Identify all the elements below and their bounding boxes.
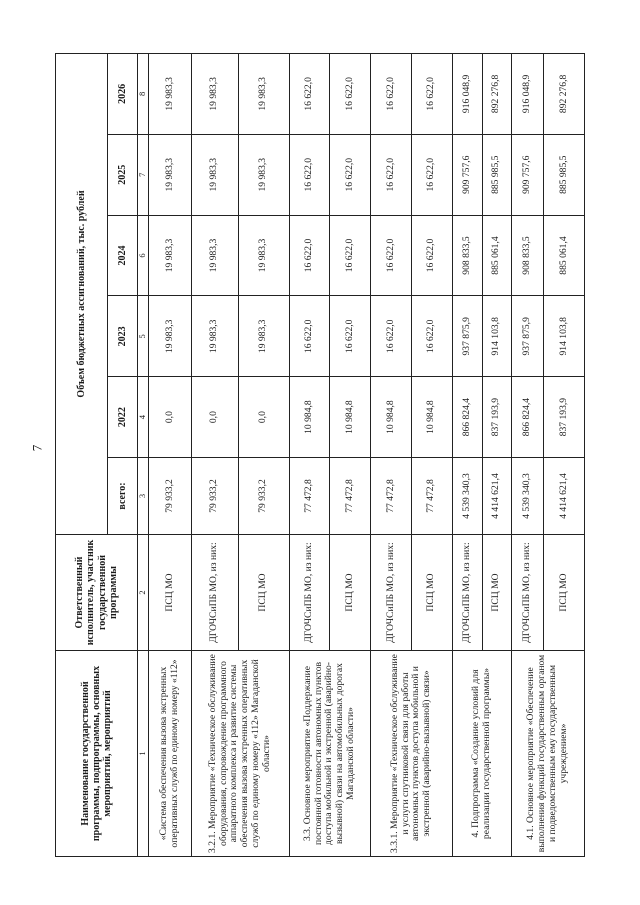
row-executor: ПСЦ МО — [483, 535, 512, 651]
row-value: 937 875,9 — [511, 296, 544, 377]
row-value: 892 276,8 — [544, 53, 585, 134]
row-executor: ПСЦ МО — [238, 535, 289, 651]
row-executor: ПСЦ МО — [544, 535, 585, 651]
row-value: 866 824,4 — [452, 377, 483, 458]
row-value: 16 622,0 — [330, 215, 371, 296]
row-value: 909 757,6 — [511, 134, 544, 215]
row-value: 19 983,3 — [149, 296, 192, 377]
row-name: 4.1. Основное мероприятие «Обеспечение выполнения функций государственным органом и подведомственным ему государственным учреждением» — [511, 651, 584, 857]
row-executor: ДГОЧСиПБ МО, из них: — [191, 535, 238, 651]
header-year: 2025 — [108, 134, 138, 215]
row-total: 77 472,8 — [330, 458, 371, 535]
page-number: 7 — [29, 444, 45, 452]
row-value: 10 984,8 — [289, 377, 330, 458]
row-total: 77 472,8 — [411, 458, 452, 535]
budget-table-rotated — [55, 54, 585, 857]
row-executor: ДГОЧСиПБ МО, из них: — [452, 535, 483, 651]
row-value: 866 824,4 — [511, 377, 544, 458]
header-year: 2024 — [108, 215, 138, 296]
row-value: 16 622,0 — [371, 296, 412, 377]
index-cell: 2 — [138, 535, 149, 651]
row-value: 19 983,3 — [238, 53, 289, 134]
row-executor: ДГОЧСиПБ МО, из них: — [371, 535, 412, 651]
row-value: 16 622,0 — [411, 215, 452, 296]
row-value: 10 984,8 — [330, 377, 371, 458]
header-year: 2026 — [108, 53, 138, 134]
row-value: 19 983,3 — [191, 215, 238, 296]
header-year: 2023 — [108, 296, 138, 377]
row-value: 16 622,0 — [371, 53, 412, 134]
row-total: 4 539 340,3 — [511, 458, 544, 535]
table-row — [371, 53, 412, 856]
row-value: 16 622,0 — [411, 53, 452, 134]
index-cell: 3 — [138, 458, 149, 535]
row-total: 79 933,2 — [238, 458, 289, 535]
index-cell: 5 — [138, 296, 149, 377]
row-value: 837 193,9 — [483, 377, 512, 458]
row-value: 16 622,0 — [411, 296, 452, 377]
row-total: 77 472,8 — [371, 458, 412, 535]
row-value: 19 983,3 — [149, 215, 192, 296]
row-total: 4 414 621,4 — [483, 458, 512, 535]
row-executor: ПСЦ МО — [149, 535, 192, 651]
row-name: «Система обеспечения вызова экстренных оперативных служб по единому номеру «112» — [149, 651, 192, 857]
row-value: 19 983,3 — [191, 296, 238, 377]
index-cell: 6 — [138, 215, 149, 296]
row-total: 4 539 340,3 — [452, 458, 483, 535]
row-value: 16 622,0 — [289, 296, 330, 377]
row-value: 19 983,3 — [149, 134, 192, 215]
header-budget-group: Объем бюджетных ассигнований, тыс. рублей — [56, 53, 108, 534]
row-value: 908 833,5 — [452, 215, 483, 296]
header-year: 2022 — [108, 377, 138, 458]
table-row — [191, 53, 238, 856]
row-value: 16 622,0 — [289, 134, 330, 215]
index-cell: 8 — [138, 53, 149, 134]
row-value: 19 983,3 — [191, 134, 238, 215]
row-value: 19 983,3 — [238, 134, 289, 215]
row-value: 908 833,5 — [511, 215, 544, 296]
row-value: 837 193,9 — [544, 377, 585, 458]
table-row — [511, 53, 544, 856]
row-value: 892 276,8 — [483, 53, 512, 134]
row-value: 10 984,8 — [411, 377, 452, 458]
row-total: 79 933,2 — [191, 458, 238, 535]
table-row — [452, 53, 483, 856]
row-value: 19 983,3 — [149, 53, 192, 134]
row-value: 19 983,3 — [238, 296, 289, 377]
table-row — [149, 53, 192, 856]
row-value: 10 984,8 — [371, 377, 412, 458]
row-executor: ДГОЧСиПБ МО, из них: — [511, 535, 544, 651]
row-value: 909 757,6 — [452, 134, 483, 215]
index-cell: 7 — [138, 134, 149, 215]
row-value: 885 061,4 — [483, 215, 512, 296]
row-value: 16 622,0 — [289, 215, 330, 296]
row-value: 16 622,0 — [289, 53, 330, 134]
row-value: 0,0 — [238, 377, 289, 458]
row-total: 79 933,2 — [149, 458, 192, 535]
header-total: всего: — [108, 458, 138, 535]
table-row — [289, 53, 330, 856]
row-name: 3.2.1. Мероприятие «Техническое обслуживание оборудования, сопровождение программного аппаратного комплекса и развитие системы обеспечения вызова экстренных оперативных служб по единому номеру «112» Магаданской области» — [191, 651, 289, 857]
row-value: 16 622,0 — [411, 134, 452, 215]
row-value: 885 985,5 — [544, 134, 585, 215]
row-executor: ПСЦ МО — [330, 535, 371, 651]
row-total: 77 472,8 — [289, 458, 330, 535]
row-name: 4. Подпрограмма «Создание условий для реализации государственной программы» — [452, 651, 511, 857]
row-executor: ДГОЧСиПБ МО, из них: — [289, 535, 330, 651]
row-value: 916 048,9 — [452, 53, 483, 134]
row-total: 4 414 621,4 — [544, 458, 585, 535]
row-value: 0,0 — [149, 377, 192, 458]
row-value: 19 983,3 — [191, 53, 238, 134]
row-value: 16 622,0 — [330, 53, 371, 134]
row-value: 914 103,8 — [544, 296, 585, 377]
index-cell: 1 — [138, 651, 149, 857]
row-value: 916 048,9 — [511, 53, 544, 134]
row-value: 885 985,5 — [483, 134, 512, 215]
index-cell: 4 — [138, 377, 149, 458]
row-name: 3.3.1. Мероприятие «Техническое обслуживание и услуги спутниковой связи для работы автономных пунктов доступа мобильной и экстренной (аварийно-вызывной) связи» — [371, 651, 452, 857]
row-value: 885 061,4 — [544, 215, 585, 296]
row-value: 16 622,0 — [371, 215, 412, 296]
row-name: 3.3. Основное мероприятие «Поддержание постоянной готовности автономных пунктов доступа мобильной и экстренной (аварийно-вызывной) связи на автомобильных дорогах Магаданской области» — [289, 651, 370, 857]
row-executor: ПСЦ МО — [411, 535, 452, 651]
row-value: 16 622,0 — [330, 296, 371, 377]
row-value: 0,0 — [191, 377, 238, 458]
budget-table — [55, 53, 585, 857]
row-value: 16 622,0 — [371, 134, 412, 215]
header-executor: Ответственный исполнитель, участник государственной программы — [56, 535, 138, 651]
row-value: 16 622,0 — [330, 134, 371, 215]
row-value: 19 983,3 — [238, 215, 289, 296]
row-value: 914 103,8 — [483, 296, 512, 377]
row-value: 937 875,9 — [452, 296, 483, 377]
header-name: Наименование государственной программы, подпрограммы, основных мероприятий, мероприятий — [56, 651, 138, 857]
